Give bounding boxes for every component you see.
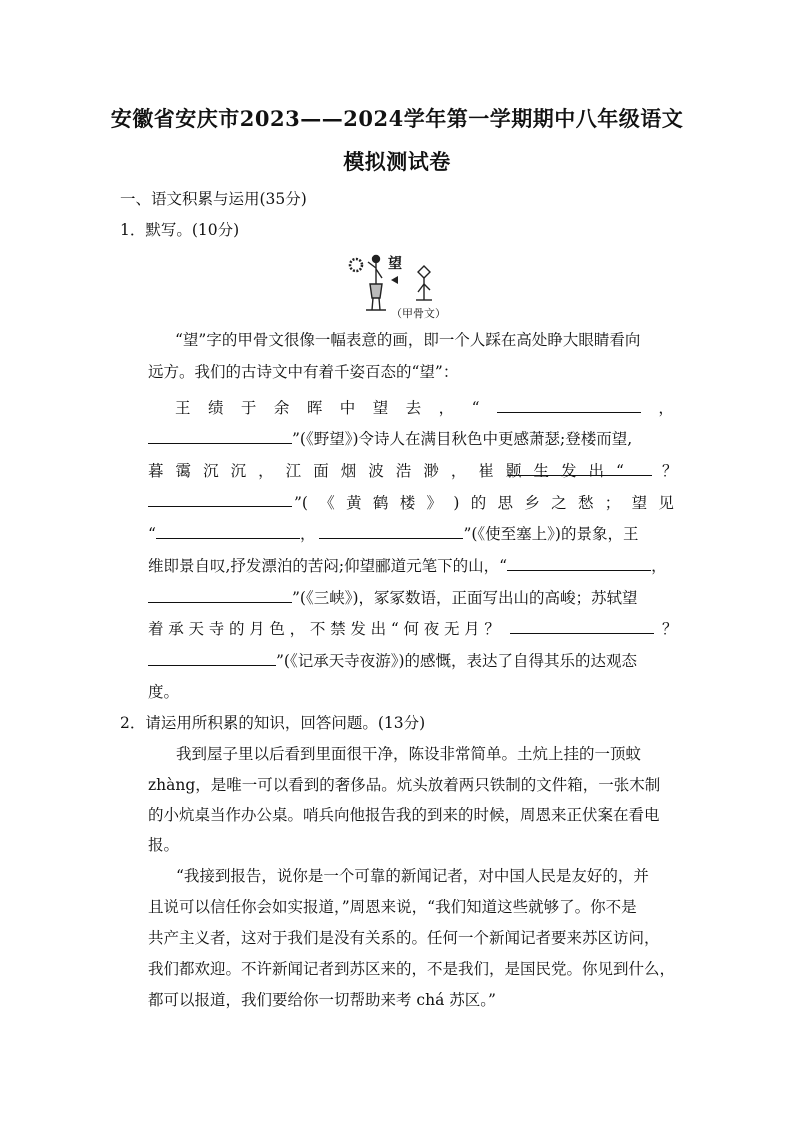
- poem-line8: 着 承 天 寺 的 月 色 ， 不 禁 发 出 “ 何 夜 无 月 ？: [148, 620, 500, 638]
- arrow-icon: [391, 276, 398, 284]
- poem-line4: ”( 《 黄 鹤 楼 》 ) 的 思 乡 之 愁 ； 望 见: [294, 494, 674, 512]
- poem-line10: 度。: [148, 683, 180, 701]
- passage-p1-line4: 报。: [148, 836, 180, 854]
- answer-blank[interactable]: [507, 555, 651, 571]
- sun-scribble: [350, 259, 362, 271]
- answer-blank[interactable]: [497, 397, 641, 413]
- poem-line3: 暮 霭 沉 沉 ， 江 面 烟 波 浩 渺 ， 崔 颢 生 发 出 “: [148, 462, 624, 480]
- answer-blank[interactable]: [319, 523, 463, 539]
- poem-line3-tail: ？: [508, 459, 678, 481]
- poem-line4-blank: [148, 491, 292, 511]
- page-subtitle: 模拟测试卷: [343, 149, 451, 174]
- poem-line5: “ ， ”(《使至塞上》)的景象，王: [148, 525, 639, 543]
- section-heading: 一、语文积累与运用(35分): [120, 190, 307, 208]
- answer-blank[interactable]: [148, 650, 276, 666]
- passage-p2-line4: 我们都欢迎。不许新闻记者到苏区来的，不是我们，是国民党。你见到什么，: [148, 960, 676, 978]
- poem-line6: 维即景自叹,抒发漂泊的苦闷;仰望郦道元笔下的山，“ ，: [148, 557, 667, 575]
- answer-blank[interactable]: [148, 587, 292, 603]
- figure-caption: （甲骨文）: [391, 307, 446, 320]
- answer-blank[interactable]: [508, 460, 652, 476]
- poem-line8-tail: ？: [510, 617, 678, 639]
- passage-p1-line2: zhàng，是唯一可以看到的奢侈品。炕头放着两只铁制的文件箱，一张木制: [148, 776, 661, 794]
- oracle-character: [416, 266, 432, 300]
- question-2-heading: 2．请运用所积累的知识，回答问题。(13分): [120, 714, 426, 732]
- poem-line1: 王 绩 于 余 晖 中 望 去 ， “ ，: [175, 399, 674, 417]
- page-title: 安徽省安庆市2023——2024学年第一学期期中八年级语文: [110, 106, 684, 131]
- passage-p2-line2: 且说可以信任你会如实报道，”周恩来说，“我们知道这些就够了。你不是: [148, 898, 637, 916]
- q1-intro-line1: “望”字的甲骨文很像一幅表意的画，即一个人踩在高处睁大眼睛看向: [175, 331, 641, 349]
- answer-blank[interactable]: [510, 618, 654, 634]
- passage-p1-line3: 的小炕桌当作办公桌。哨兵向他报告我的到来的时候，周恩来正伏案在看电: [148, 806, 660, 824]
- person-figure: [366, 256, 386, 311]
- passage-p2-line5: 都可以报道，我们要给你一切帮助来考 chá 苏区。”: [148, 991, 496, 1009]
- poem-line7: ”(《三峡》)，冢冢数语，正面写出山的高峻；苏轼望: [148, 586, 638, 608]
- passage-p1-line1: 我到屋子里以后看到里面很干净，陈设非常简单。土炕上挂的一顶蚊: [176, 745, 642, 763]
- answer-blank[interactable]: [148, 491, 292, 507]
- passage-p2-line3: 共产主义者，这对于我们是没有关系的。任何一个新闻记者要来苏区访问，: [148, 929, 660, 947]
- poem-line2: ”(《野望》)令诗人在满目秋色中更感萧瑟;登楼而望,: [148, 427, 632, 449]
- question-1-heading: 1．默写。(10分): [120, 221, 240, 239]
- glyph-wang: 望: [388, 256, 402, 272]
- passage-p2-line1: “我接到报告，说你是一个可靠的新闻记者，对中国人民是友好的，并: [176, 867, 649, 885]
- answer-blank[interactable]: [148, 428, 292, 444]
- answer-blank[interactable]: [156, 523, 300, 539]
- q1-intro-line2: 远方。我们的古诗文中有着千姿百态的“望”：: [148, 363, 459, 381]
- poem-line9: ”(《记承天寺夜游》)的感慨，表达了自得其乐的达观态: [148, 649, 637, 671]
